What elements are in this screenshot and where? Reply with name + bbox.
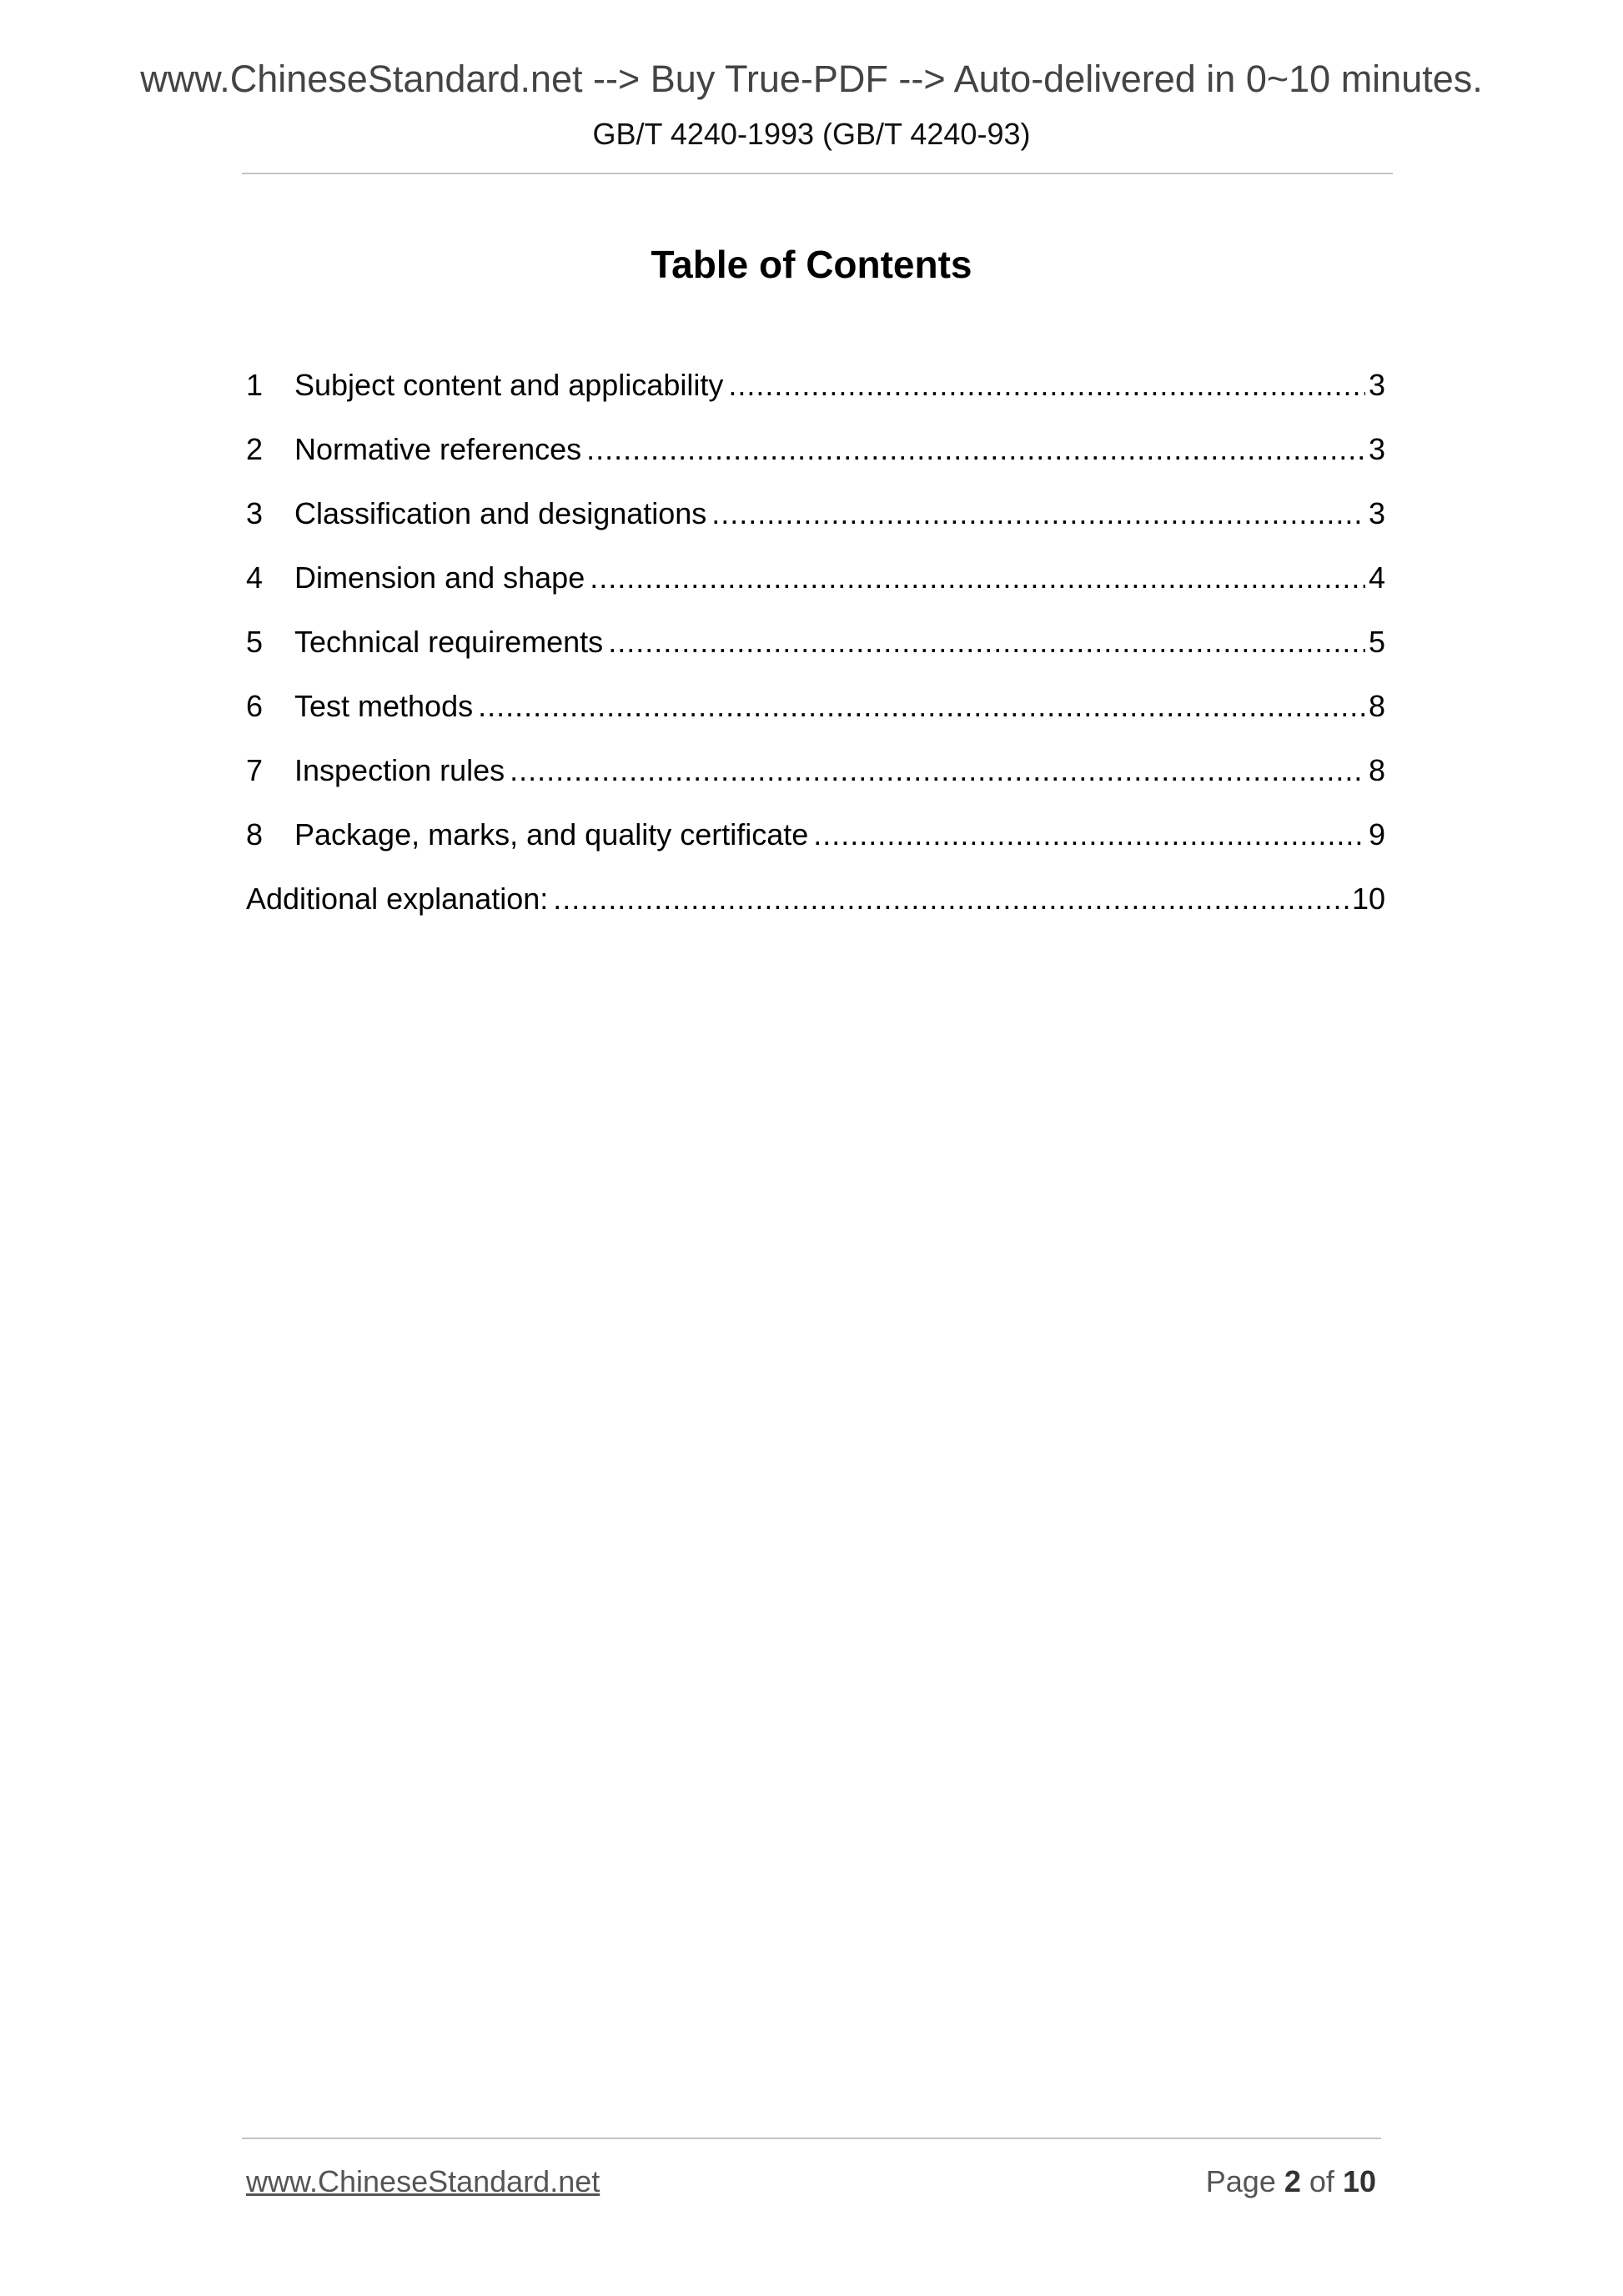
- toc-entry-6[interactable]: [246, 686, 1385, 751]
- toc-leader-dots: [813, 815, 1365, 855]
- toc-title: Table of Contents: [651, 243, 972, 286]
- toc-entry-5[interactable]: [246, 622, 1385, 686]
- toc-entry-label: Subject content and applicability: [294, 368, 724, 402]
- toc-entry-label: Package, marks, and quality certificate: [294, 817, 809, 852]
- toc-entry-number: 2: [246, 432, 264, 466]
- footer-divider: [242, 2138, 1381, 2139]
- toc-entry-page: 3: [1368, 432, 1385, 466]
- toc-entry-1[interactable]: [246, 365, 1385, 430]
- footer-site-link[interactable]: www.ChineseStandard.net: [246, 2164, 600, 2198]
- toc-entry-2[interactable]: [246, 430, 1385, 494]
- page-of: of: [1309, 2164, 1334, 2198]
- toc-entry-page: 10: [1351, 882, 1385, 916]
- toc-entry-page: 8: [1368, 753, 1385, 787]
- toc-entry-3[interactable]: [246, 494, 1385, 558]
- toc-leader-dots: [586, 430, 1365, 470]
- toc-entry-label: Classification and designations: [294, 496, 707, 530]
- toc-entry-7[interactable]: [246, 751, 1385, 815]
- toc-leader-dots: [711, 494, 1365, 534]
- toc-entry-page: 3: [1368, 368, 1385, 402]
- toc-leader-dots: [553, 879, 1349, 919]
- toc-entry-page: 5: [1368, 625, 1385, 659]
- site-banner: www.ChineseStandard.net --> Buy True-PDF --> Auto-delivered in 0~10 minutes.: [140, 58, 1483, 100]
- toc-entry-additional-explanation[interactable]: [246, 879, 1385, 943]
- toc-leader-dots: [510, 751, 1365, 791]
- total-pages: 10: [1342, 2164, 1376, 2198]
- table-of-contents: [246, 365, 1385, 943]
- toc-entry-label: Test methods: [294, 689, 474, 723]
- toc-entry-page: 4: [1368, 560, 1385, 595]
- toc-entry-number: 6: [246, 689, 264, 723]
- toc-entry-number: 7: [246, 753, 264, 787]
- toc-entry-label: Additional explanation:: [246, 882, 549, 916]
- current-page: 2: [1284, 2164, 1301, 2198]
- toc-entry-8[interactable]: [246, 815, 1385, 879]
- toc-leader-dots: [478, 686, 1365, 726]
- header-divider: [242, 173, 1393, 174]
- toc-entry-label: Dimension and shape: [294, 560, 585, 595]
- toc-entry-page: 8: [1368, 689, 1385, 723]
- page-number: [1205, 2164, 1376, 2198]
- toc-entry-page: 9: [1368, 817, 1385, 852]
- toc-entry-label: Normative references: [294, 432, 582, 466]
- page-prefix: Page: [1205, 2164, 1276, 2198]
- toc-entry-label: Technical requirements: [294, 625, 604, 659]
- toc-leader-dots: [728, 365, 1365, 405]
- toc-entry-4[interactable]: [246, 558, 1385, 622]
- standard-code: GB/T 4240-1993 (GB/T 4240-93): [592, 117, 1031, 151]
- toc-entry-number: 8: [246, 817, 264, 852]
- toc-leader-dots: [608, 622, 1365, 662]
- toc-entry-number: 5: [246, 625, 264, 659]
- toc-entry-label: Inspection rules: [294, 753, 505, 787]
- toc-entry-number: 4: [246, 560, 264, 595]
- toc-entry-number: 1: [246, 368, 264, 402]
- toc-leader-dots: [590, 558, 1365, 598]
- toc-entry-number: 3: [246, 496, 264, 530]
- toc-entry-page: 3: [1368, 496, 1385, 530]
